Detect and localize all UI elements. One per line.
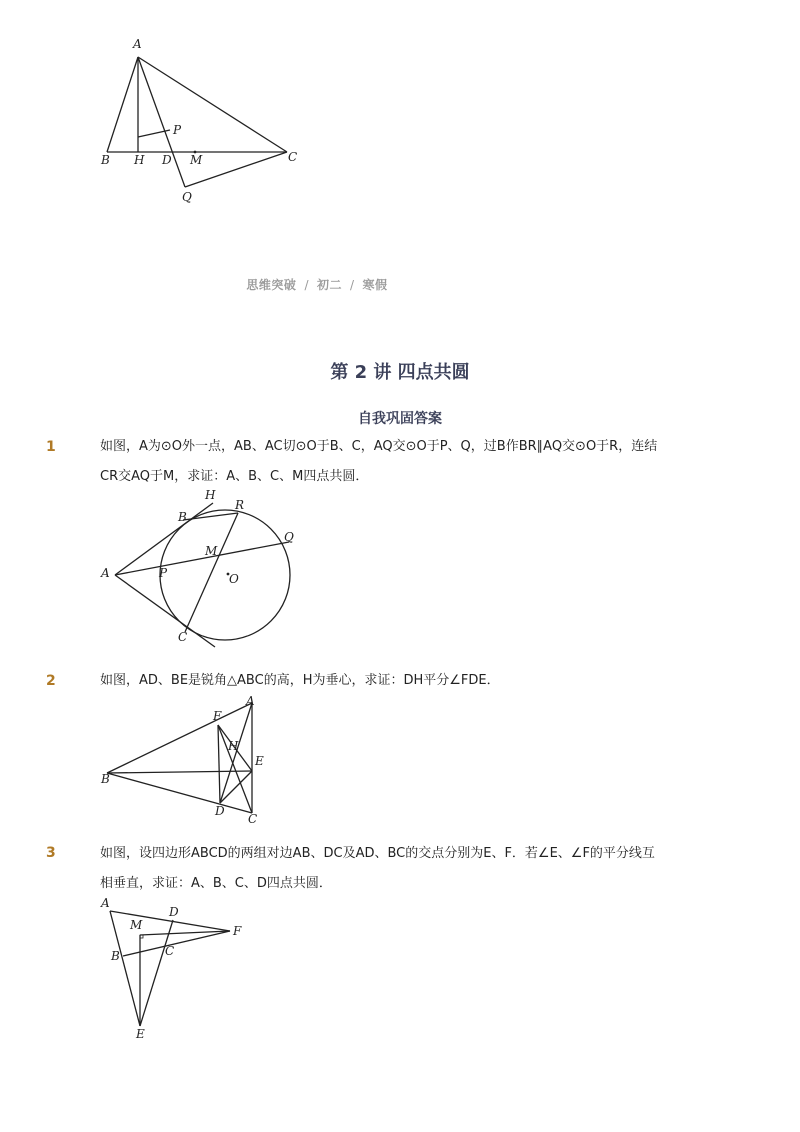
label-B: B [111,949,120,963]
label-F: F [233,924,242,938]
question-number: 2 [46,673,56,689]
breadcrumb-separator: / [350,278,355,292]
label-C: C [288,150,298,164]
label-E: E [255,754,264,768]
label-R: R [235,498,245,512]
question-number: 1 [46,439,56,455]
label-Q: Q [284,530,294,544]
label-H: H [134,153,145,167]
label-D: D [162,153,172,167]
label-D: D [169,905,179,919]
label-M: M [190,153,203,167]
label-B: B [101,153,110,167]
breadcrumb-separator: / [304,278,309,292]
label-M: M [130,918,143,932]
label-C: C [165,944,175,958]
label-A: A [133,37,142,51]
lecture-title: 第 2 讲 四点共圆 [330,362,470,383]
label-A: A [101,896,110,910]
breadcrumb [0,276,634,293]
figure-question-1 [95,485,305,655]
figure-question-2 [95,693,275,828]
question-number: 3 [46,845,56,861]
question-text: 如图，设四边形ABCD的两组对边AB、DC及AD、BC的交点分别为E、F．若∠E、∠F的平分线互相垂直，求证：A、B、C、D四点共圆． [100,846,655,891]
question-text: 如图，A为⊙O外一点，AB、AC切⊙O于B、C，AQ交⊙O于P、Q，过B作BR∥AQ交⊙O于R，连结CR交AQ于M，求证：A、B、C、M四点共圆． [100,439,658,484]
figure-top [95,30,315,210]
label-E: E [136,1027,145,1041]
question-text: 如图，AD、BE是锐角△ABC的高，H为垂心，求证：DH平分∠FDE． [100,673,500,688]
label-A: A [101,566,110,580]
label-C: C [248,812,258,826]
label-H: H [228,739,239,753]
label-P: P [173,123,182,137]
label-A: A [246,694,255,708]
section-title: 自我巩固答案 [358,411,442,427]
label-D: D [215,804,225,818]
label-H: H [205,488,216,502]
breadcrumb-item: 寒假 [362,278,388,292]
label-M: M [205,544,218,558]
label-B: B [101,772,110,786]
label-O: O [229,572,239,586]
breadcrumb-item: 思维突破 [246,278,297,292]
label-B: B [178,510,187,524]
label-Q: Q [182,190,192,204]
label-F: F [213,709,222,723]
label-C: C [178,630,188,644]
label-P: P [159,566,168,580]
breadcrumb-item: 初二 [316,278,342,292]
figure-question-3 [95,893,255,1043]
